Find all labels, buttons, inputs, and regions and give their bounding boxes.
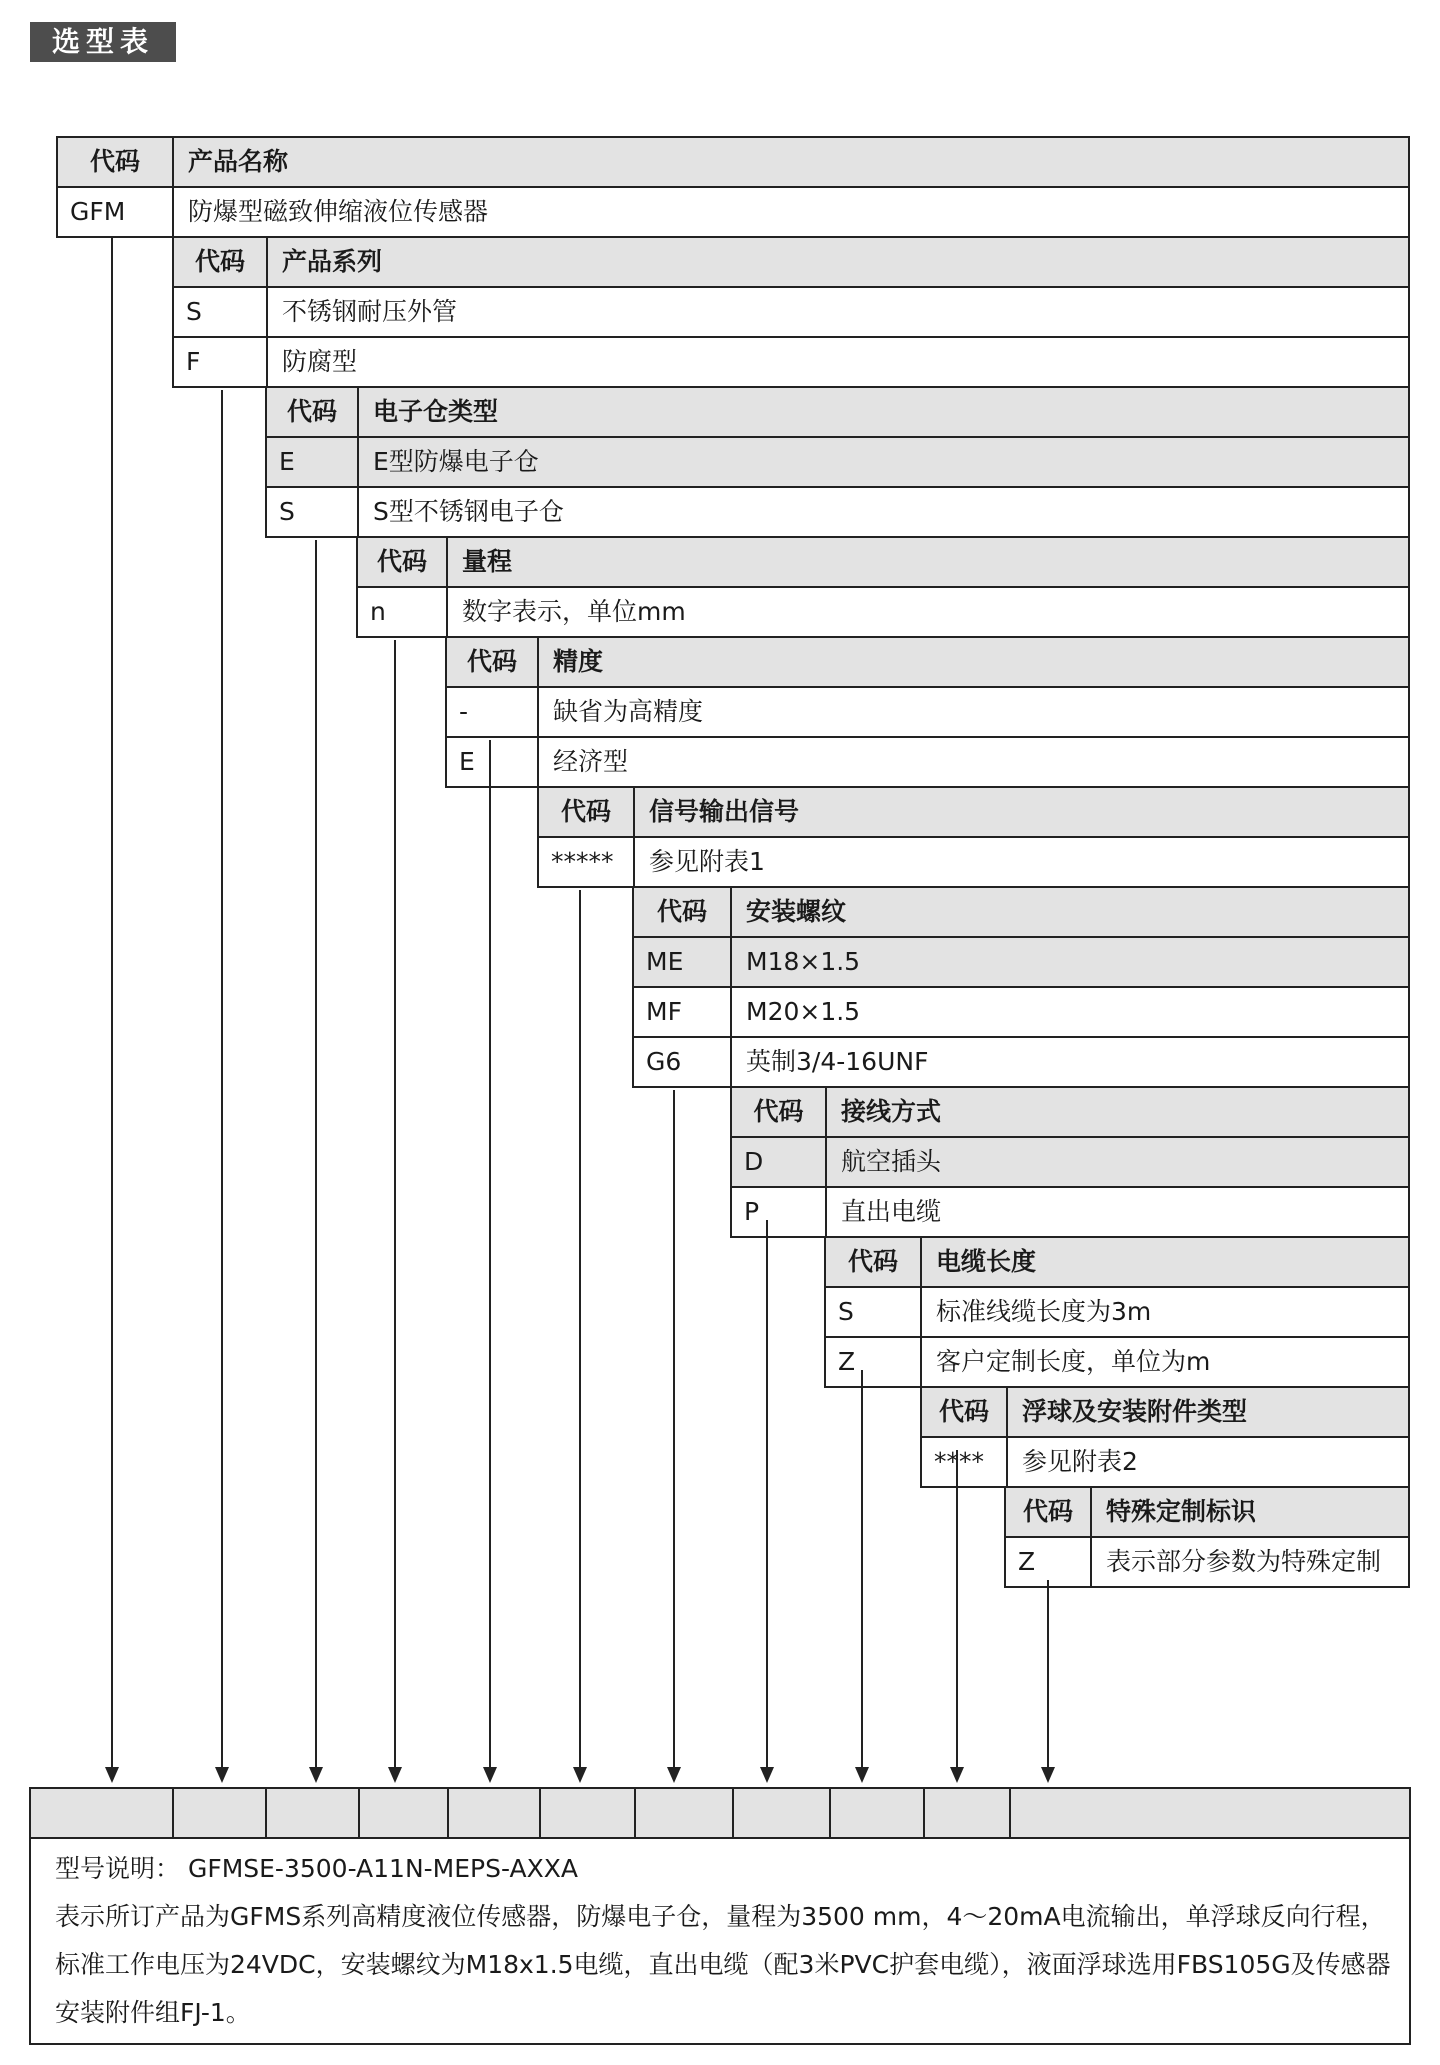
header-code-cell: 代码 bbox=[922, 1388, 1008, 1436]
header-code-cell: 代码 bbox=[447, 638, 539, 686]
option-desc-cell: 标准线缆长度为3m bbox=[936, 1297, 1152, 1326]
option-desc-cell: 直出电缆 bbox=[841, 1197, 942, 1226]
option-code-cell: G6 bbox=[634, 1038, 732, 1086]
model-code-slot bbox=[541, 1789, 636, 1837]
option-code-cell: GFM bbox=[58, 188, 174, 236]
connector-arrow bbox=[1041, 1767, 1055, 1783]
option-desc-cell: 防爆型磁致伸缩液位传感器 bbox=[188, 197, 489, 226]
option-desc-cell: M18×1.5 bbox=[746, 947, 861, 976]
option-desc-cell: 表示部分参数为特殊定制 bbox=[1106, 1547, 1382, 1576]
model-code-slot bbox=[925, 1789, 1011, 1837]
header-title-cell: 量程 bbox=[462, 547, 513, 576]
header-title-cell: 电缆长度 bbox=[936, 1247, 1037, 1276]
header-code-cell: 代码 bbox=[267, 388, 359, 436]
connector-arrow bbox=[309, 1767, 323, 1783]
option-desc-cell: 数字表示，单位mm bbox=[462, 597, 686, 626]
connector-arrow bbox=[573, 1767, 587, 1783]
option-desc-cell: 缺省为高精度 bbox=[553, 697, 704, 726]
header-code-cell: 代码 bbox=[539, 788, 635, 836]
header-code-cell: 代码 bbox=[174, 238, 268, 286]
model-code-slot bbox=[449, 1789, 541, 1837]
model-example-description: 表示所订产品为GFMS系列高精度液位传感器，防爆电子仓，量程为3500 mm，4～20mA电流输出，单浮球反向行程，标准工作电压为24VDC，安装螺纹为M18x1.5电缆，直出电缆（配3米PVC护套电缆），液面浮球选用FBS105G及传感器安装附件组FJ-1。 bbox=[55, 1902, 1391, 2027]
option-code-cell: S bbox=[826, 1288, 922, 1336]
option-code-cell: D bbox=[732, 1138, 827, 1186]
header-code-cell: 代码 bbox=[358, 538, 448, 586]
option-code-cell: - bbox=[447, 688, 539, 736]
connector-arrow bbox=[215, 1767, 229, 1783]
header-title-cell: 电子仓类型 bbox=[373, 397, 499, 426]
header-title-cell: 接线方式 bbox=[841, 1097, 942, 1126]
connector-arrow bbox=[855, 1767, 869, 1783]
option-desc-cell: 航空插头 bbox=[841, 1147, 942, 1176]
option-code-cell: S bbox=[174, 288, 268, 336]
option-code-cell: Z bbox=[826, 1338, 922, 1386]
header-title-cell: 浮球及安装附件类型 bbox=[1022, 1397, 1248, 1426]
model-code-slot bbox=[831, 1789, 925, 1837]
option-code-cell: MF bbox=[634, 988, 732, 1036]
model-code-slot bbox=[267, 1789, 360, 1837]
header-title-cell: 产品名称 bbox=[188, 147, 289, 176]
model-example-line: 型号说明： GFMSE-3500-A11N-MEPS-AXXA bbox=[55, 1854, 578, 1883]
model-code-slot bbox=[1011, 1789, 1409, 1837]
header-code-cell: 代码 bbox=[826, 1238, 922, 1286]
option-code-cell: E bbox=[267, 438, 359, 486]
option-code-cell: n bbox=[358, 588, 448, 636]
connector-arrow bbox=[950, 1767, 964, 1783]
connector-arrow bbox=[483, 1767, 497, 1783]
header-code-cell: 代码 bbox=[1006, 1488, 1092, 1536]
option-desc-cell: 英制3/4-16UNF bbox=[746, 1047, 929, 1076]
header-code-cell: 代码 bbox=[58, 138, 174, 186]
section-title: 选型表 bbox=[30, 22, 176, 62]
option-code-cell: **** bbox=[922, 1438, 1008, 1486]
option-code-cell: F bbox=[174, 338, 268, 386]
connector-arrow bbox=[105, 1767, 119, 1783]
header-code-cell: 代码 bbox=[732, 1088, 827, 1136]
option-desc-cell: E型防爆电子仓 bbox=[373, 447, 539, 476]
option-code-cell: ME bbox=[634, 938, 732, 986]
option-code-cell: P bbox=[732, 1188, 827, 1236]
option-desc-cell: 客户定制长度，单位为m bbox=[936, 1347, 1211, 1376]
connector-arrow bbox=[388, 1767, 402, 1783]
connector-arrow bbox=[667, 1767, 681, 1783]
option-desc-cell: 不锈钢耐压外管 bbox=[282, 297, 458, 326]
option-desc-cell: 参见附表2 bbox=[1022, 1447, 1138, 1476]
model-code-slot bbox=[734, 1789, 831, 1837]
header-title-cell: 精度 bbox=[553, 647, 604, 676]
header-title-cell: 产品系列 bbox=[282, 247, 383, 276]
option-desc-cell: M20×1.5 bbox=[746, 997, 861, 1026]
option-code-cell: S bbox=[267, 488, 359, 536]
header-title-cell: 特殊定制标识 bbox=[1106, 1497, 1257, 1526]
model-code-slot bbox=[31, 1789, 174, 1837]
model-example-box bbox=[29, 1787, 1411, 2045]
option-code-cell: Z bbox=[1006, 1538, 1092, 1586]
header-code-cell: 代码 bbox=[634, 888, 732, 936]
model-code-slot bbox=[360, 1789, 449, 1837]
option-desc-cell: 防腐型 bbox=[282, 347, 358, 376]
option-desc-cell: 经济型 bbox=[553, 747, 629, 776]
option-desc-cell: 参见附表1 bbox=[649, 847, 765, 876]
model-code-slot bbox=[636, 1789, 734, 1837]
header-title-cell: 信号输出信号 bbox=[649, 797, 800, 826]
option-code-cell: E bbox=[447, 738, 539, 786]
model-code-slots bbox=[31, 1789, 1409, 1839]
model-code-slot bbox=[174, 1789, 267, 1837]
option-code-cell: ***** bbox=[539, 838, 635, 886]
option-desc-cell: S型不锈钢电子仓 bbox=[373, 497, 564, 526]
header-title-cell: 安装螺纹 bbox=[746, 897, 847, 926]
connector-arrow bbox=[760, 1767, 774, 1783]
